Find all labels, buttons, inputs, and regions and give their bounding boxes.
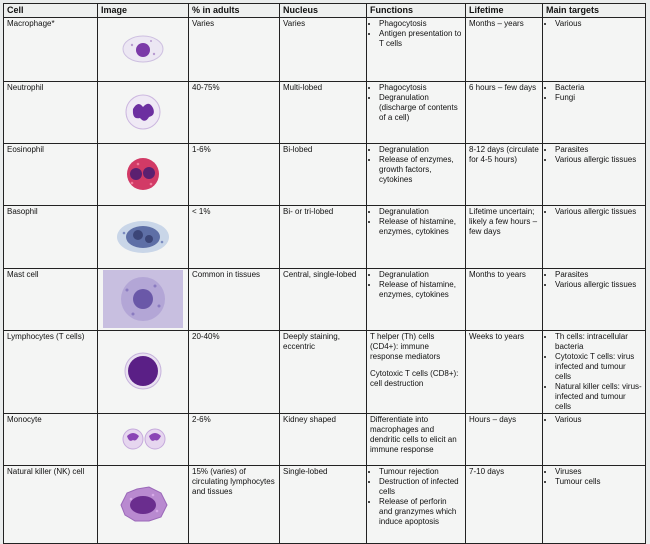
list-item: • Degranulation (discharge of contents of a cell) [379, 93, 462, 123]
cell-percent: 1-6% [189, 144, 280, 206]
cell-targets [543, 82, 646, 144]
cell-percent: 40-75% [189, 82, 280, 144]
immune-cell-table-container [3, 3, 645, 544]
cell-functions [367, 269, 466, 331]
list-item: • Degranulation [379, 207, 462, 217]
cell-functions [367, 82, 466, 144]
cell-nucleus: Bi- or tri-lobed [280, 206, 367, 269]
cell-lifetime: Weeks to years [466, 331, 543, 414]
cell-targets [543, 206, 646, 269]
mast-cell-image [103, 270, 183, 328]
list-item: • Various [555, 415, 642, 425]
list-item: • Release of histamine, enzymes, cytokines [379, 217, 462, 237]
cell-name: Monocyte [4, 414, 98, 466]
list-item: • Phagocytosis [379, 19, 462, 29]
table-row [4, 206, 646, 269]
cell-nucleus: Central, single-lobed [280, 269, 367, 331]
header-row [4, 4, 646, 18]
cell-targets [543, 144, 646, 206]
eosinophil-cell-image [118, 152, 168, 196]
cell-percent: Varies [189, 18, 280, 82]
list-item: • Destruction of infected cells [379, 477, 462, 497]
cell-functions [367, 206, 466, 269]
cell-percent: < 1% [189, 206, 280, 269]
list-item: • Release of histamine, enzymes, cytokines [379, 280, 462, 300]
macrophage-cell-image [118, 29, 168, 69]
cell-name: Macrophage* [4, 18, 98, 82]
cell-lifetime: Months – years [466, 18, 543, 82]
cell-targets [543, 466, 646, 544]
cell-lifetime: 6 hours – few days [466, 82, 543, 144]
header-image: Image [98, 4, 189, 18]
list-item: • Various allergic tissues [555, 280, 642, 290]
header-nucleus: Nucleus [280, 4, 367, 18]
cell-nucleus: Bi-lobed [280, 144, 367, 206]
cell-name: Lymphocytes (T cells) [4, 331, 98, 414]
header-lifetime: Lifetime [466, 4, 543, 18]
header-targets: Main targets [543, 4, 646, 18]
cell-lifetime: 8-12 days (circulate for 4-5 hours) [466, 144, 543, 206]
cell-targets [543, 269, 646, 331]
cell-image [98, 466, 189, 544]
list-item: • Parasites [555, 270, 642, 280]
list-item: • Bacteria [555, 83, 642, 93]
cell-lifetime: Lifetime uncertain; likely a few hours – few days [466, 206, 543, 269]
table-row [4, 144, 646, 206]
cell-name: Mast cell [4, 269, 98, 331]
cell-percent: Common in tissues [189, 269, 280, 331]
cell-targets [543, 331, 646, 414]
cell-nucleus: Multi-lobed [280, 82, 367, 144]
list-item: • Phagocytosis [379, 83, 462, 93]
cell-nucleus: Deeply staining, eccentric [280, 331, 367, 414]
cell-functions [367, 144, 466, 206]
cell-name: Basophil [4, 206, 98, 269]
table-row [4, 414, 646, 466]
cell-targets [543, 18, 646, 82]
cell-lifetime: Months to years [466, 269, 543, 331]
lymphocyte-cell-image [118, 346, 168, 396]
cell-percent: 15% (varies) of circulating lymphocytes and tissues [189, 466, 280, 544]
list-item: • Th cells: intracellular bacteria [555, 332, 642, 352]
list-item: • Degranulation [379, 270, 462, 280]
cell-image [98, 18, 189, 82]
basophil-cell-image [110, 215, 176, 259]
list-item: • Tumour cells [555, 477, 642, 487]
cell-image [98, 144, 189, 206]
cell-image [98, 414, 189, 466]
list-item: • Cytotoxic T cells: virus infected and tumour cells [555, 352, 642, 382]
table-row [4, 82, 646, 144]
cell-percent: 20-40% [189, 331, 280, 414]
cell-image [98, 269, 189, 331]
cell-nucleus: Single-lobed [280, 466, 367, 544]
list-item: • Antigen presentation to T cells [379, 29, 462, 49]
cell-image [98, 82, 189, 144]
function-text: T helper (Th) cells (CD4+): immune response mediators [370, 332, 441, 361]
cell-functions [367, 466, 466, 544]
list-item: • Parasites [555, 145, 642, 155]
cell-nucleus: Varies [280, 18, 367, 82]
list-item: • Various allergic tissues [555, 155, 642, 165]
list-item: • Various allergic tissues [555, 207, 642, 217]
cell-nucleus: Kidney shaped [280, 414, 367, 466]
header-functions: Functions [367, 4, 466, 18]
monocyte-cell-image [113, 424, 173, 454]
header-percent: % in adults [189, 4, 280, 18]
list-item: • Release of enzymes, growth factors, cytokines [379, 155, 462, 185]
function-text: Cytotoxic T cells (CD8+): cell destruction [370, 369, 459, 388]
cell-name: Natural killer (NK) cell [4, 466, 98, 544]
nk-cell-image [113, 481, 173, 527]
cell-name: Neutrophil [4, 82, 98, 144]
list-item: • Release of perforin and granzymes which induce apoptosis [379, 497, 462, 527]
immune-cell-table [3, 3, 646, 544]
table-row [4, 18, 646, 82]
cell-functions [367, 18, 466, 82]
cell-lifetime: 7-10 days [466, 466, 543, 544]
list-item: • Natural killer cells: virus-infected and tumour cells [555, 382, 642, 412]
header-cell: Cell [4, 4, 98, 18]
neutrophil-cell-image [118, 90, 168, 134]
list-item: • Various [555, 19, 642, 29]
cell-image [98, 331, 189, 414]
function-text: Differentiate into macrophages and dendritic cells to elicit an immune response [370, 415, 457, 454]
list-item: • Degranulation [379, 145, 462, 155]
list-item: • Viruses [555, 467, 642, 477]
list-item: • Tumour rejection [379, 467, 462, 477]
cell-image [98, 206, 189, 269]
table-row [4, 269, 646, 331]
table-row [4, 466, 646, 544]
cell-targets [543, 414, 646, 466]
table-row [4, 331, 646, 414]
cell-functions [367, 331, 466, 414]
cell-name: Eosinophil [4, 144, 98, 206]
cell-functions [367, 414, 466, 466]
cell-lifetime: Hours – days [466, 414, 543, 466]
cell-percent: 2-6% [189, 414, 280, 466]
list-item: • Fungi [555, 93, 642, 103]
